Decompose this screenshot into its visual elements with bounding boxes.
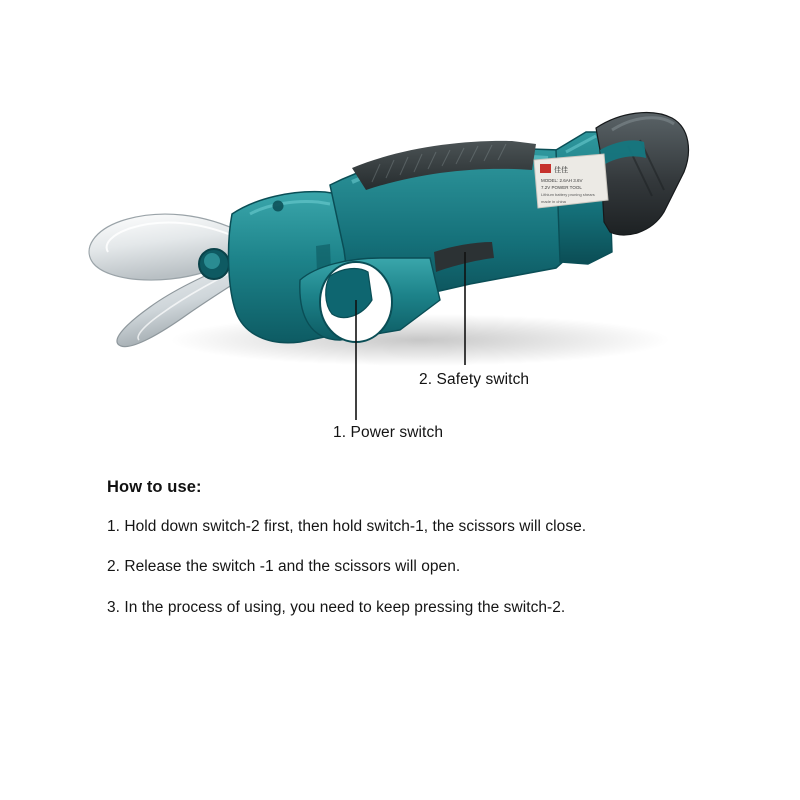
svg-text:MODEL: 2.6AH 3.6V: MODEL: 2.6AH 3.6V (541, 178, 583, 183)
spec-label (534, 154, 608, 208)
how-to-use-title: How to use: (107, 478, 202, 496)
svg-text:made in china: made in china (541, 199, 566, 204)
svg-text:Lithium battery pruning shears: Lithium battery pruning shears (541, 192, 595, 197)
instruction-step: 1. Hold down switch-2 first, then hold switch-1, the scissors will close. (107, 518, 587, 535)
svg-text:佳佳: 佳佳 (554, 167, 568, 174)
instruction-step: 3. In the process of using, you need to keep pressing the switch-2. (107, 598, 566, 616)
how-to-use-section (107, 478, 727, 638)
instruction-step: 2. Release the switch -1 and the scissors will open. (107, 558, 461, 576)
callout-safety-switch: 2. Safety switch (419, 371, 530, 388)
head-screw (273, 201, 284, 212)
svg-text:7.2V POWER TOOL: 7.2V POWER TOOL (541, 185, 582, 190)
callout-power-switch: 1. Power switch (333, 424, 444, 441)
